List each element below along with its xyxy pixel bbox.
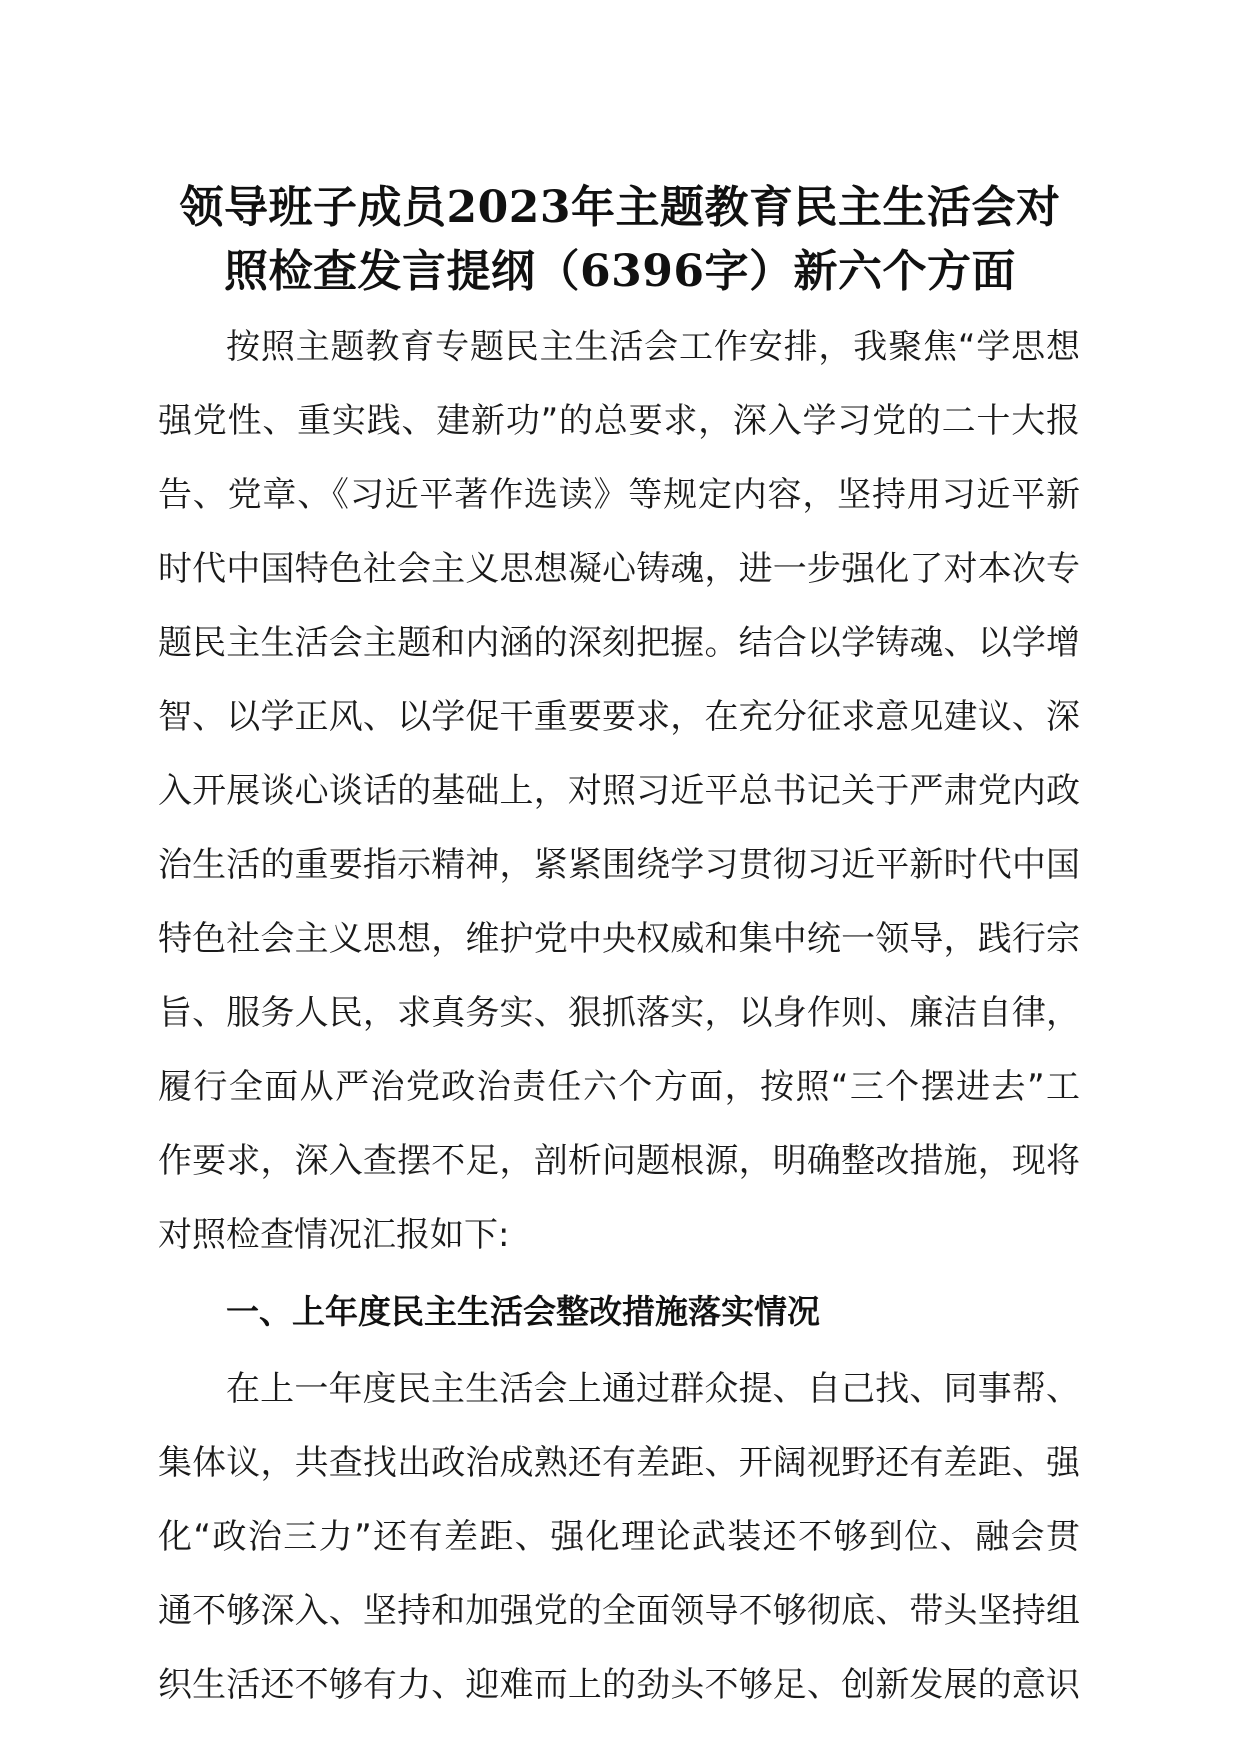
- document-body: [158, 310, 1080, 1722]
- text-line: 告、党章、《习近平著作选读》等规定内容，坚持用习近平新: [158, 475, 1080, 515]
- section-heading: 一、上年度民主生活会整改措施落实情况: [226, 1292, 820, 1331]
- text-line: 强党性、重实践、建新功”的总要求，深入学习党的二十大报: [158, 401, 1080, 441]
- text-line: 入开展谈心谈话的基础上，对照习近平总书记关于严肃党内政: [158, 771, 1080, 811]
- text-line: 通不够深入、坚持和加强党的全面领导不够彻底、带头坚持组: [158, 1591, 1080, 1631]
- text-line: 集体议，共查找出政治成熟还有差距、开阔视野还有差距、强: [158, 1443, 1080, 1483]
- paragraph-section-1: [158, 1352, 1080, 1722]
- text-line: 对照检查情况汇报如下:: [158, 1215, 510, 1255]
- text-line: 治生活的重要指示精神，紧紧围绕学习贯彻习近平新时代中国: [158, 845, 1080, 885]
- text-line: 题民主生活会主题和内涵的深刻把握。结合以学铸魂、以学增: [158, 623, 1080, 663]
- text-line: 化“政治三力”还有差距、强化理论武装还不够到位、融会贯: [158, 1517, 1080, 1557]
- text-line: 特色社会主义思想，维护党中央权威和集中统一领导，践行宗: [158, 919, 1080, 959]
- document-title: [150, 176, 1090, 304]
- paragraph-intro: [158, 310, 1080, 1272]
- text-line: 时代中国特色社会主义思想凝心铸魂，进一步强化了对本次专: [158, 549, 1080, 589]
- title-line-2: 照检查发言提纲（6396字）新六个方面: [224, 246, 1016, 297]
- text-line: 作要求，深入查摆不足，剖析问题根源，明确整改措施，现将: [158, 1141, 1080, 1181]
- text-line: 在上一年度民主生活会上通过群众提、自己找、同事帮、: [226, 1369, 1080, 1409]
- text-line: 旨、服务人民，求真务实、狠抓落实，以身作则、廉洁自律，: [158, 993, 1080, 1033]
- text-line: 履行全面从严治党政治责任六个方面，按照“三个摆进去”工: [158, 1067, 1080, 1107]
- title-line-1: 领导班子成员2023年主题教育民主生活会对: [179, 182, 1061, 233]
- text-line: 智、以学正风、以学促干重要要求，在充分征求意见建议、深: [158, 697, 1080, 737]
- text-line: 织生活还不够有力、迎难而上的劲头不够足、创新发展的意识: [158, 1665, 1080, 1705]
- text-line: 按照主题教育专题民主生活会工作安排，我聚焦“学思想: [226, 327, 1080, 367]
